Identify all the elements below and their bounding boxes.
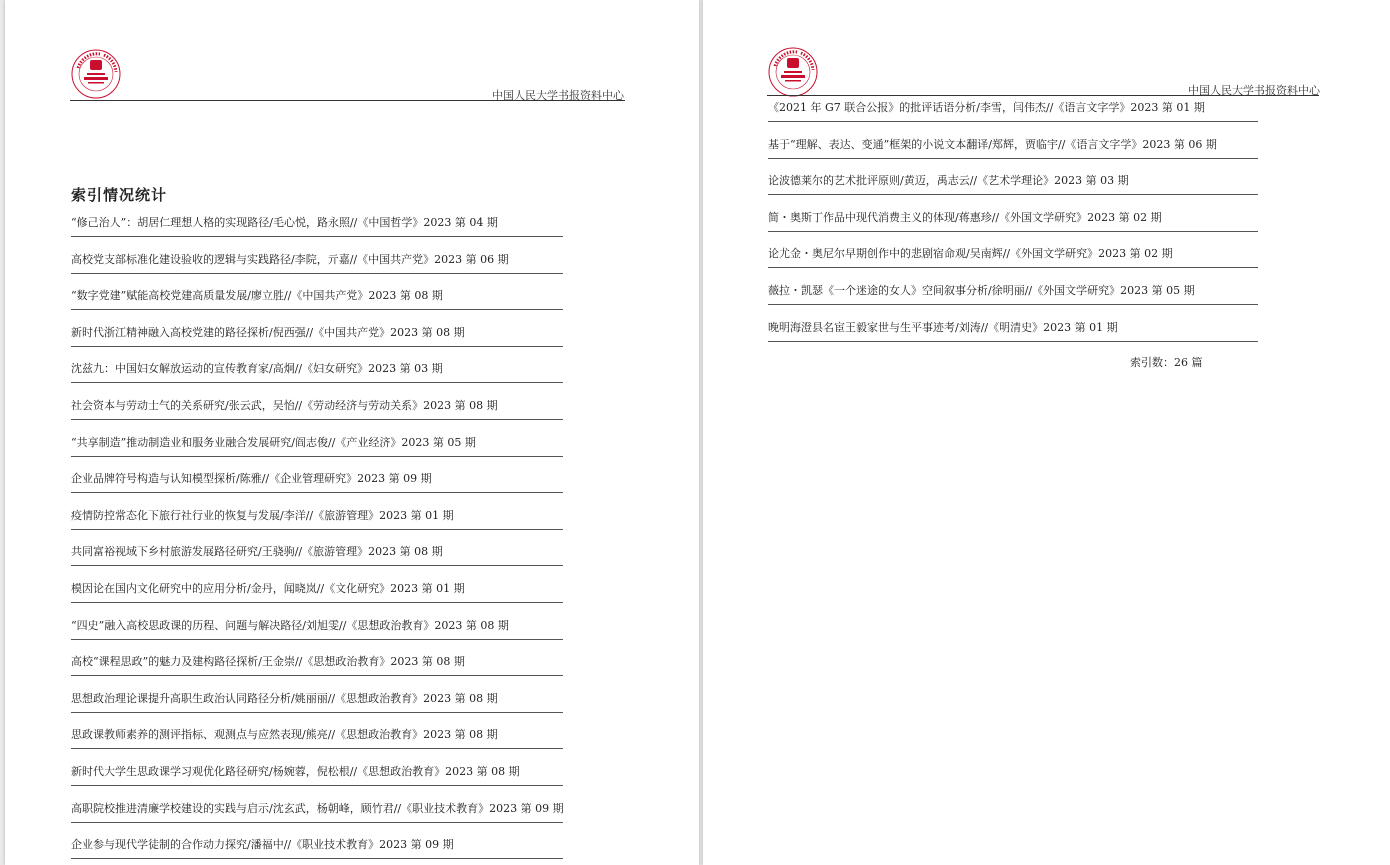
index-entry: 高校党支部标准化建设验收的逻辑与实践路径/李院，亓嘉//《中国共产党》2023 第 06 期 [71, 252, 509, 266]
index-entry: 思想政治理论课提升高职生政治认同路径分析/姚丽丽//《思想政治教育》2023 第 08 期 [71, 691, 498, 705]
index-entry: 新时代浙江精神融入高校党建的路径探析/倪西强//《中国共产党》2023 第 08 期 [71, 325, 465, 339]
entry-divider [71, 456, 563, 457]
index-entry: 模因论在国内文化研究中的应用分析/金丹，闻晓岚//《文化研究》2023 第 01 期 [71, 582, 465, 595]
entry-divider [768, 304, 1258, 305]
entry-divider [71, 822, 563, 823]
index-entry: 基于“理解、表达、变通”框架的小说文本翻译/郑辉，贾临宇//《语言文字学》2023 第 06 期 [768, 137, 1217, 151]
entry-divider [768, 121, 1258, 122]
document-page-1 [5, 0, 699, 865]
entry-divider [768, 194, 1258, 195]
document-page-2 [703, 0, 1390, 865]
index-entry: 论尤金・奥尼尔早期创作中的悲剧宿命观/吴南辉//《外国文学研究》2023 第 02 期 [768, 247, 1173, 261]
header-rule [767, 95, 1319, 96]
entry-divider [768, 158, 1258, 159]
logo-icon [70, 48, 122, 100]
entry-divider [71, 309, 563, 310]
entry-divider [71, 565, 563, 566]
index-entry: “共享制造”推动制造业和服务业融合发展研究/阎志俊//《产业经济》2023 第 05 期 [71, 435, 476, 449]
index-entry: 思政课教师素养的测评指标、观测点与应然表现/熊亮//《思想政治教育》2023 第 08 期 [71, 728, 498, 742]
index-entry: 晚明海澄县名宦王毅家世与生平事迹考/刘涛//《明清史》2023 第 01 期 [768, 320, 1118, 334]
header-org-name: 中国人民大学书报资料中心 [1188, 84, 1320, 97]
section-title: 索引情况统计 [71, 186, 168, 204]
entry-divider [768, 267, 1258, 268]
index-entry: 疫情防控常态化下旅行社行业的恢复与发展/李洋//《旅游管理》2023 第 01 期 [71, 508, 454, 522]
entry-divider [71, 712, 563, 713]
entry-divider [71, 382, 563, 383]
entry-divider [71, 675, 563, 676]
index-entry: 社会资本与劳动士气的关系研究/张云武，吴怡//《劳动经济与劳动关系》2023 第 08 期 [71, 399, 498, 412]
header-org-name: 中国人民大学书报资料中心 [492, 89, 624, 102]
index-count: 索引数：26 篇 [1130, 356, 1203, 369]
index-entry: 论波德莱尔的艺术批评原则/黄迈，禹志云//《艺术学理论》2023 第 03 期 [768, 174, 1129, 188]
index-entry: “四史”融入高校思政课的历程、问题与解决路径/刘旭雯//《思想政治教育》2023 第 08 期 [71, 618, 509, 632]
entry-divider [768, 341, 1258, 342]
entry-divider [71, 419, 563, 420]
index-entry: “数字党建”赋能高校党建高质量发展/廖立胜//《中国共产党》2023 第 08 期 [71, 289, 443, 303]
index-entry: 《2021 年 G7 联合公报》的批评话语分析/李雪，闫伟杰//《语言文字学》2023 第 01 期 [768, 101, 1205, 114]
entry-divider [71, 529, 563, 530]
index-entry: 薇拉・凯瑟《一个迷途的女人》空间叙事分析/徐明丽//《外国文学研究》2023 第 05 期 [768, 284, 1195, 297]
index-entry: 共同富裕视域下乡村旅游发展路径研究/王骁驹//《旅游管理》2023 第 08 期 [71, 545, 443, 559]
index-entry: 新时代大学生思政课学习观优化路径研究/杨婉蓉，倪松根//《思想政治教育》2023 第 08 期 [71, 765, 520, 778]
index-entry: 高职院校推进清廉学校建设的实践与启示/沈玄武，杨朝峰，顾竹君//《职业技术教育》2023 第 09 期 [71, 801, 564, 815]
entry-divider [71, 236, 563, 237]
entry-divider [71, 785, 563, 786]
entry-divider [71, 858, 563, 859]
index-entry: 沈兹九：中国妇女解放运动的宣传教育家/高炯//《妇女研究》2023 第 03 期 [71, 362, 443, 376]
index-entry: 企业参与现代学徒制的合作动力探究/潘福中//《职业技术教育》2023 第 09 期 [71, 838, 454, 852]
entry-divider [71, 492, 563, 493]
entry-divider [71, 273, 563, 274]
entry-divider [71, 748, 563, 749]
entry-divider [71, 639, 563, 640]
entry-divider [768, 231, 1258, 232]
header-rule [70, 100, 625, 101]
index-entry: 企业品牌符号构造与认知模型探析/陈雅//《企业管理研究》2023 第 09 期 [71, 472, 432, 486]
entry-divider [71, 346, 563, 347]
entry-divider [71, 602, 563, 603]
index-entry: 高校“课程思政”的魅力及建构路径探析/王金崇//《思想政治教育》2023 第 08 期 [71, 655, 465, 669]
logo-icon [767, 46, 819, 98]
index-entry: 简・奥斯丁作品中现代消费主义的体现/蒋惠珍//《外国文学研究》2023 第 02 期 [768, 210, 1162, 224]
index-entry: “修己治人”：胡居仁理想人格的实现路径/毛心悦，路永照//《中国哲学》2023 第 04 期 [71, 216, 498, 229]
